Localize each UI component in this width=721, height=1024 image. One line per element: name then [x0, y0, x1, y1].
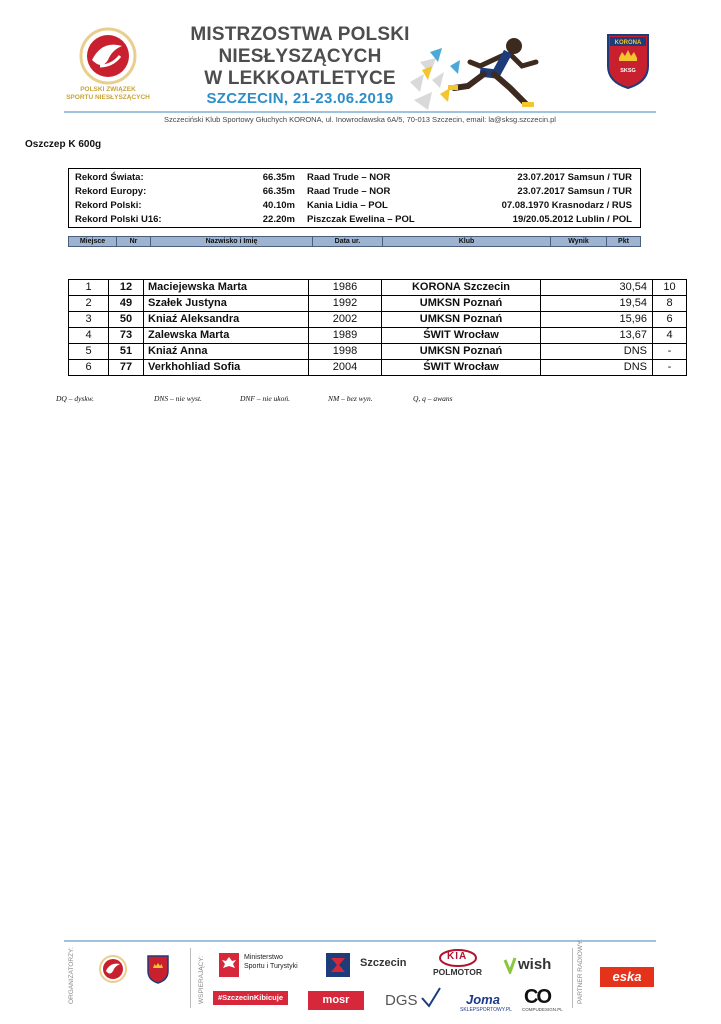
athlete-name-cell: Maciejewska Marta [144, 280, 309, 296]
column-header-birth-date: Data ur. [313, 237, 383, 246]
record-holder: Raad Trude – NOR [307, 172, 391, 183]
event-date: SZCZECIN, 21-23.06.2019 [206, 90, 394, 107]
bib-cell: 73 [109, 328, 144, 344]
points-cell: 10 [653, 280, 687, 296]
athlete-name-cell: Zalewska Marta [144, 328, 309, 344]
joma-logo: Joma [466, 992, 500, 1007]
legend-dq: DQ – dyskw. [56, 394, 94, 403]
place-cell: 3 [69, 312, 109, 328]
place-cell: 5 [69, 344, 109, 360]
footer-separator [572, 948, 573, 1008]
ministry-line-2: Sportu i Turystyki [244, 963, 298, 970]
korona-footer-logo [146, 954, 170, 984]
record-info: 19/20.05.2012 Lublin / POL [512, 214, 632, 225]
compudesign-logo-subtext: COMPUDESIGN.PL [522, 1007, 563, 1012]
club-cell: UMKSN Poznań [382, 312, 541, 328]
pzsn-logo [78, 26, 138, 86]
birth-year-cell: 1998 [309, 344, 382, 360]
points-cell: 8 [653, 296, 687, 312]
record-row [69, 200, 642, 214]
athlete-name-cell: Kniaź Aleksandra [144, 312, 309, 328]
legend-nm: NM – bez wyn. [328, 394, 373, 403]
sprinter-illustration [410, 22, 550, 114]
athlete-name-cell: Szałek Justyna [144, 296, 309, 312]
legend-dns: DNS – nie wyst. [154, 394, 202, 403]
record-row [69, 186, 642, 200]
athlete-name-cell: Kniaź Anna [144, 344, 309, 360]
club-cell: KORONA Szczecin [382, 280, 541, 296]
records-box [68, 168, 641, 228]
pzsn-name [60, 86, 156, 102]
birth-year-cell: 1986 [309, 280, 382, 296]
points-cell: 6 [653, 312, 687, 328]
athlete-name-cell: Verkhohliad Sofia [144, 360, 309, 376]
column-header-club: Klub [383, 237, 551, 246]
footer-separator [190, 948, 191, 1008]
record-label: Rekord Świata: [75, 172, 144, 183]
points-cell: 4 [653, 328, 687, 344]
szczecin-kibicuje-badge: #SzczecinKibicuje [213, 991, 288, 1005]
birth-year-cell: 2002 [309, 312, 382, 328]
bib-cell: 12 [109, 280, 144, 296]
legend-dnf: DNF – nie ukoń. [240, 394, 290, 403]
radio-eska-logo: eska [600, 967, 654, 987]
event-title-line-2: NIESŁYSZĄCYCH [218, 46, 382, 67]
pzsn-name-line-2: SPORTU NIESŁYSZĄCYCH [66, 94, 150, 101]
column-header-place: Miejsce [69, 237, 117, 246]
place-cell: 6 [69, 360, 109, 376]
bib-cell: 49 [109, 296, 144, 312]
korona-club-logo [605, 32, 651, 90]
club-cell: ŚWIT Wrocław [382, 360, 541, 376]
table-row [69, 296, 687, 312]
column-header-points: Pkt [618, 238, 629, 245]
place-cell: 1 [69, 280, 109, 296]
result-cell: 15,96 [541, 312, 653, 328]
result-cell: 30,54 [541, 280, 653, 296]
result-cell: DNS [541, 344, 653, 360]
table-row [69, 280, 687, 296]
szczecin-logo-text: Szczecin [360, 957, 407, 969]
record-mark: 40.10m [262, 200, 295, 211]
record-row [69, 214, 642, 228]
result-cell: DNS [541, 360, 653, 376]
event-name: Oszczep K 600g [25, 139, 102, 150]
results-column-header [68, 236, 641, 247]
organizers-label: ORGANIZATORZY: [68, 947, 75, 1004]
ministry-line-1: Ministerstwo [244, 954, 283, 961]
szczecin-city-icon [325, 952, 351, 978]
result-cell: 19,54 [541, 296, 653, 312]
record-info: 23.07.2017 Samsun / TUR [517, 186, 632, 197]
bib-cell: 50 [109, 312, 144, 328]
kia-logo-text: KIA [447, 951, 468, 962]
joma-logo-subtext: SKLEPSPORTOWY.PL [460, 1007, 512, 1013]
pzsn-footer-logo [98, 954, 128, 984]
club-cell: ŚWIT Wrocław [382, 328, 541, 344]
record-mark: 22.20m [262, 214, 295, 225]
points-cell: - [653, 344, 687, 360]
record-label: Rekord Europy: [75, 186, 147, 197]
club-cell: UMKSN Poznań [382, 344, 541, 360]
results-table [68, 279, 687, 376]
table-row [69, 360, 687, 376]
pzsn-name-line-1: POLSKI ZWIĄZEK [80, 86, 136, 93]
korona-badge-subtext: SKSG [620, 68, 636, 74]
record-label: Rekord Polski U16: [75, 214, 162, 225]
compudesign-logo: CO [524, 986, 550, 1008]
birth-year-cell: 2004 [309, 360, 382, 376]
wish-leaf-icon [503, 956, 517, 974]
dgs-logo: DGS [385, 992, 418, 1009]
polmotor-logo-text: POLMOTOR [433, 967, 482, 977]
record-mark: 66.35m [262, 172, 295, 183]
page-header [0, 0, 721, 125]
points-cell: - [653, 360, 687, 376]
legend-q: Q, q – awans [413, 394, 453, 403]
birth-year-cell: 1992 [309, 296, 382, 312]
record-info: 23.07.2017 Samsun / TUR [517, 172, 632, 183]
result-cell: 13,67 [541, 328, 653, 344]
table-row [69, 328, 687, 344]
column-header-result: Wynik [551, 237, 607, 246]
checkmark-icon [420, 986, 442, 1008]
bib-cell: 77 [109, 360, 144, 376]
mosr-logo: mosr [308, 991, 364, 1010]
club-contact-line: Szczeciński Klub Sportowy Głuchych KORONA, ul. Inowrocławska 6A/5, 70-013 Szczecin, email: la@sksg.szczecin.pl [164, 115, 556, 124]
birth-year-cell: 1989 [309, 328, 382, 344]
column-header-bib: Nr [117, 237, 151, 246]
record-info: 07.08.1970 Krasnodarz / RUS [501, 200, 632, 211]
supporters-label: WSPIERAJĄCY: [198, 955, 205, 1004]
record-mark: 66.35m [262, 186, 295, 197]
record-row [69, 172, 642, 186]
club-cell: UMKSN Poznań [382, 296, 541, 312]
header-divider [64, 111, 656, 113]
polish-eagle-icon [218, 952, 240, 978]
table-row [69, 344, 687, 360]
footer-divider [64, 940, 656, 942]
record-label: Rekord Polski: [75, 200, 142, 211]
record-holder: Piszczak Ewelina – POL [307, 214, 415, 225]
place-cell: 4 [69, 328, 109, 344]
korona-badge-text: KORONA [614, 40, 642, 46]
event-title [190, 24, 410, 90]
bib-cell: 51 [109, 344, 144, 360]
table-row [69, 312, 687, 328]
column-header-name: Nazwisko i Imię [151, 237, 313, 246]
record-holder: Raad Trude – NOR [307, 186, 391, 197]
ministry-name [244, 953, 298, 971]
event-title-line-1: MISTRZOSTWA POLSKI [190, 24, 410, 45]
partner-label: PARTNER RADIOWY: [577, 939, 584, 1004]
wish-logo-text: wish [518, 956, 552, 973]
place-cell: 2 [69, 296, 109, 312]
event-title-line-3: W LEKKOATLETYCE [204, 68, 396, 89]
record-holder: Kania Lidia – POL [307, 200, 388, 211]
